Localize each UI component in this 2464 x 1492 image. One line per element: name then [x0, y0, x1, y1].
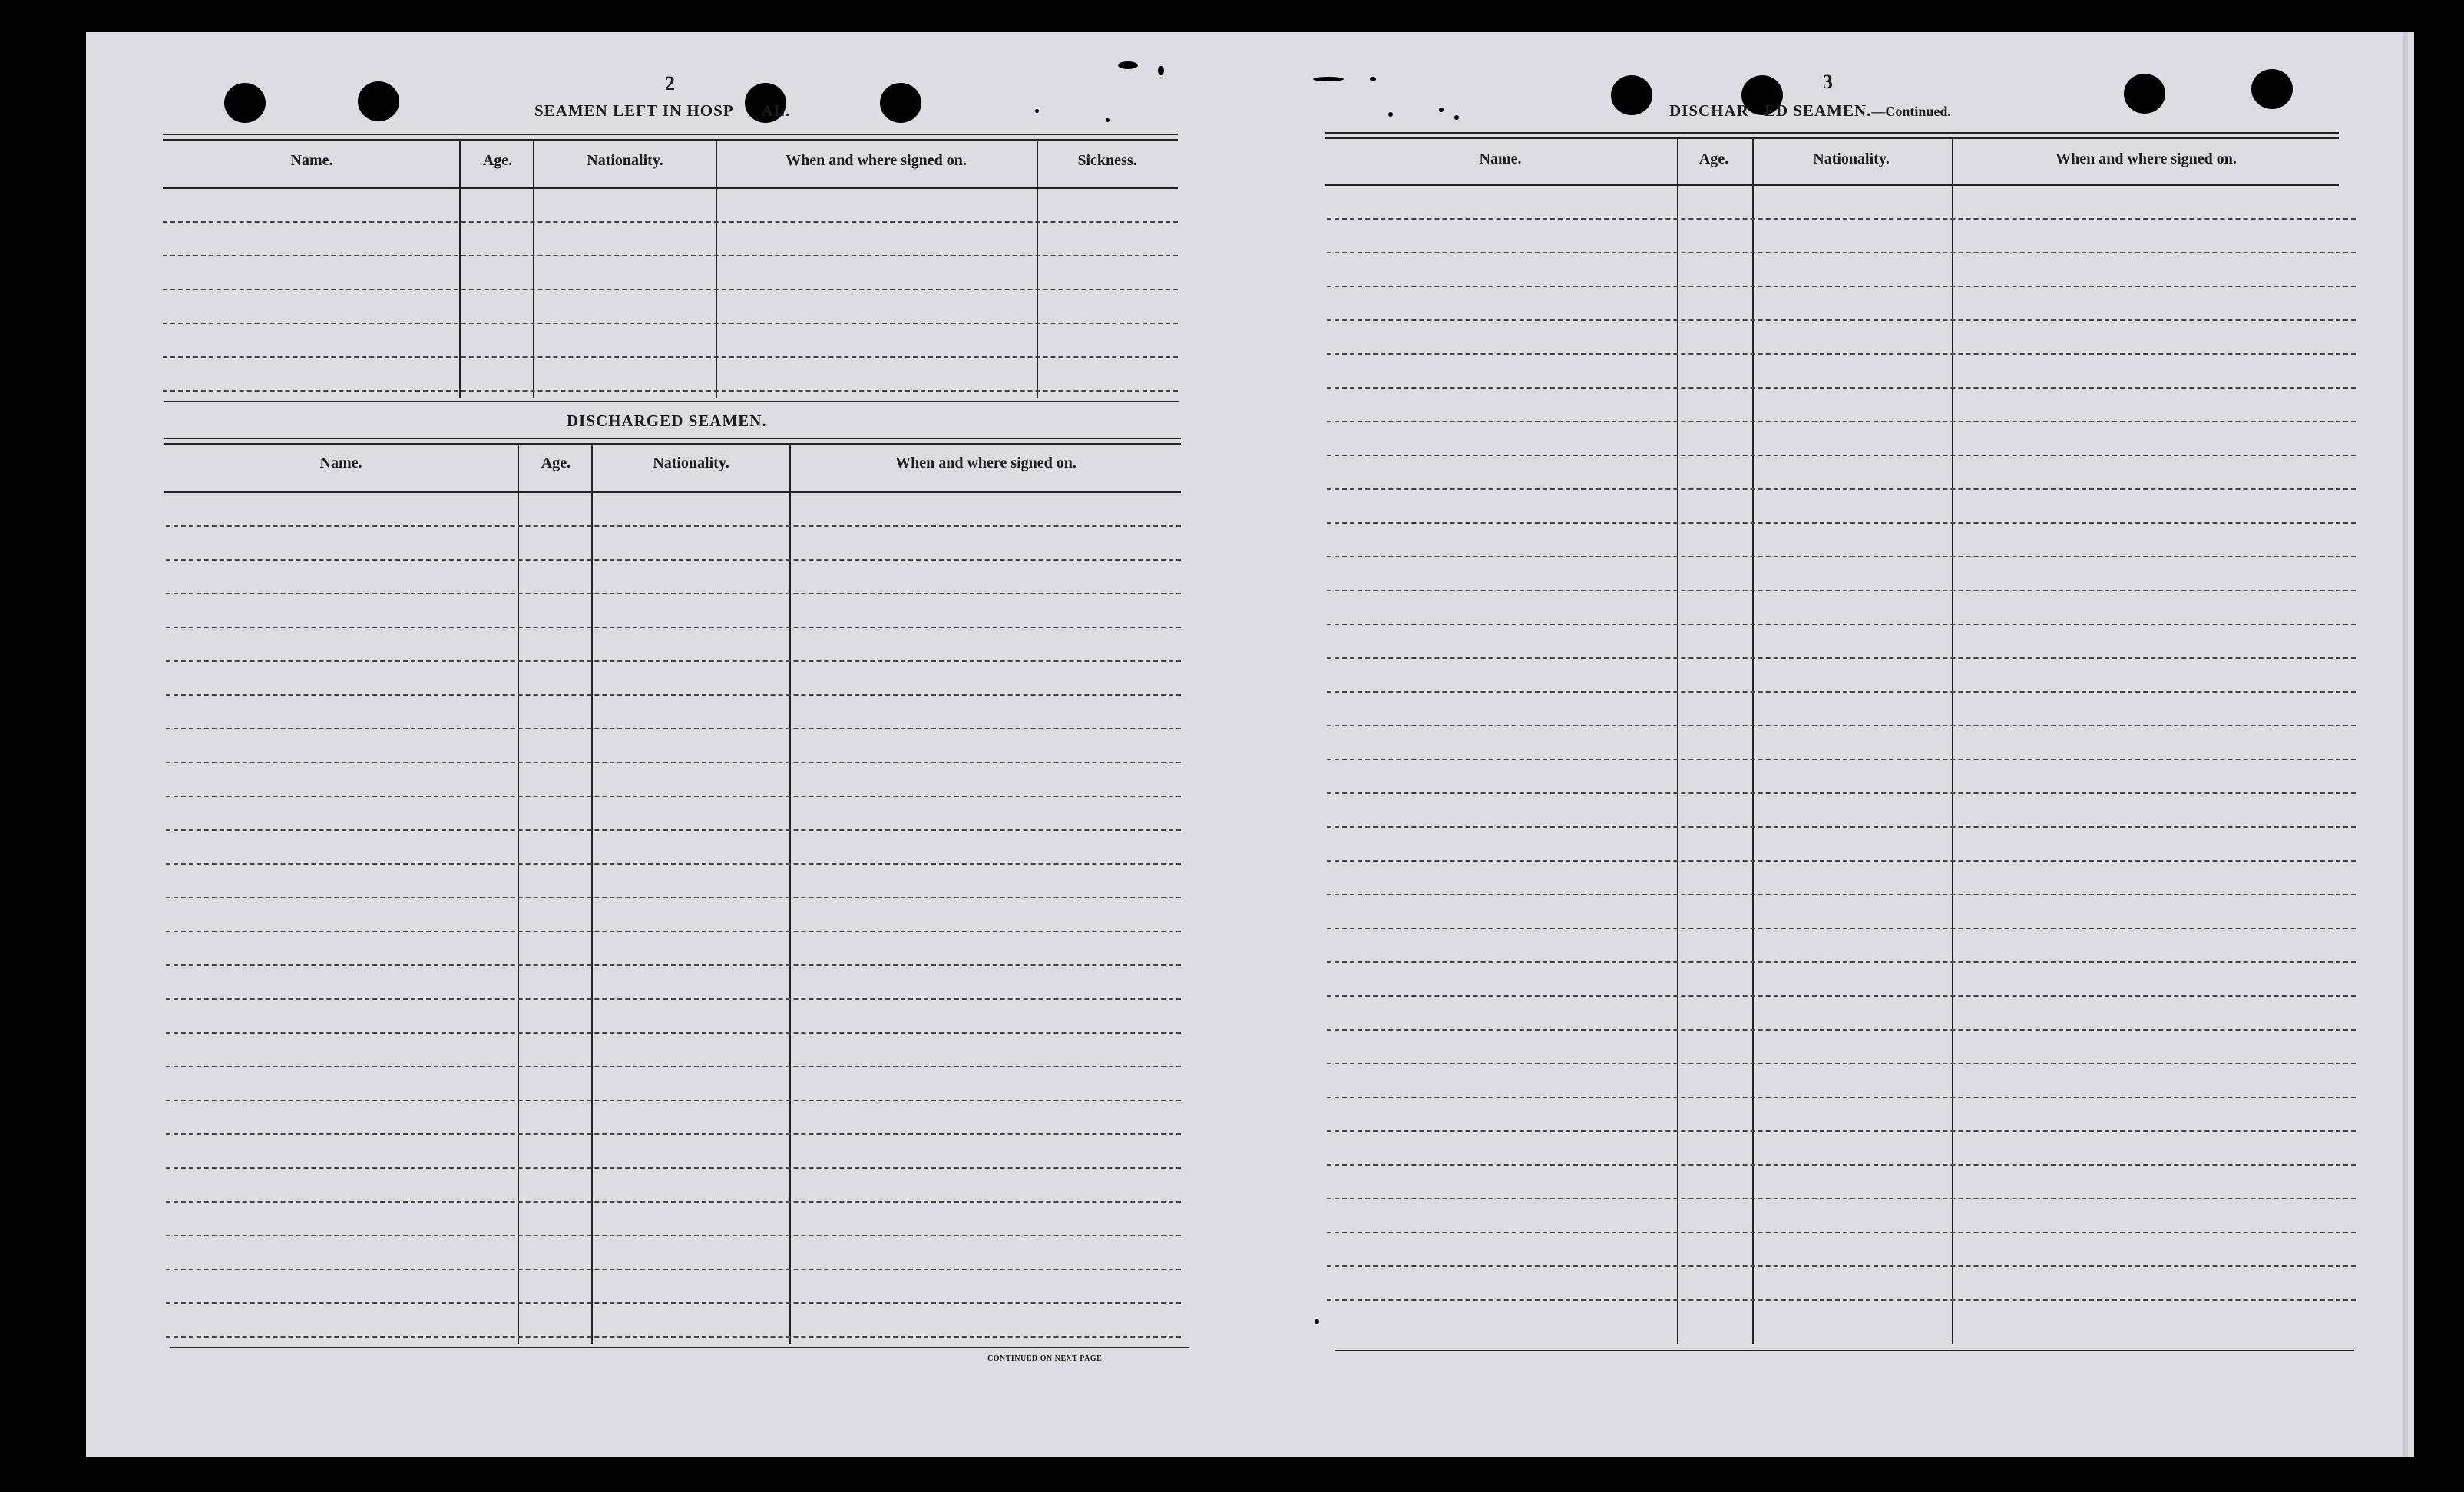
rule	[163, 134, 1178, 141]
table-row	[166, 998, 1181, 1000]
table-row	[166, 1032, 1181, 1034]
table-row	[166, 863, 1181, 865]
rule	[164, 438, 1181, 445]
table-row	[166, 660, 1181, 662]
table-row	[166, 829, 1181, 831]
rule	[164, 401, 1179, 402]
column-header-name: Name.	[319, 455, 362, 471]
table-row	[1327, 252, 2356, 253]
footer-note: CONTINUED ON NEXT PAGE.	[987, 1355, 1105, 1363]
column-header-signed-on: When and where signed on.	[895, 455, 1077, 471]
table-row	[1327, 928, 2356, 929]
section-title-start: SEAMEN LEFT IN HOSP	[534, 101, 734, 120]
table-row	[166, 1133, 1181, 1135]
ink-speck	[1118, 61, 1138, 69]
column-header-nationality: Nationality.	[587, 152, 663, 169]
column-divider	[533, 140, 534, 398]
column-header-nationality: Nationality.	[1813, 151, 1890, 167]
page-number: 2	[665, 72, 675, 94]
column-header-sickness: Sickness.	[1077, 152, 1137, 169]
table-row	[1327, 624, 2356, 625]
page-edge	[2403, 32, 2408, 1457]
rule	[1335, 1350, 2354, 1351]
ink-speck	[1454, 115, 1459, 120]
table-row	[1327, 1029, 2356, 1031]
table-row	[1327, 455, 2356, 456]
table-row	[1327, 1299, 2356, 1301]
table-row	[166, 627, 1181, 628]
table-row	[166, 1235, 1181, 1236]
section-title	[534, 101, 790, 121]
table-row	[1327, 1265, 2356, 1267]
table-row	[166, 1100, 1181, 1101]
table-row	[166, 796, 1181, 797]
table-row	[163, 255, 1178, 256]
table-row	[1327, 826, 2356, 828]
rule	[1325, 184, 2339, 186]
column-divider	[459, 140, 461, 398]
punch-hole	[880, 83, 921, 123]
table-row	[1327, 657, 2356, 659]
table-row	[1327, 1232, 2356, 1233]
table-row	[166, 593, 1181, 594]
column-header-age: Age.	[1698, 151, 1729, 167]
table-row	[1327, 691, 2356, 693]
ink-speck	[1106, 118, 1110, 122]
table-row	[163, 221, 1178, 223]
ink-speck	[1158, 66, 1164, 75]
table-row	[1327, 319, 2356, 321]
table-row	[166, 1302, 1181, 1304]
table-row	[1327, 860, 2356, 862]
table-row	[1327, 759, 2356, 760]
table-row	[1327, 590, 2356, 591]
table-row	[1327, 421, 2356, 422]
table-row	[1327, 894, 2356, 895]
ink-speck	[1313, 77, 1344, 81]
rule	[164, 491, 1181, 493]
ink-speck	[1035, 109, 1039, 113]
table-row	[1327, 218, 2356, 220]
table-row	[1327, 522, 2356, 524]
column-divider	[716, 140, 717, 398]
table-row	[166, 728, 1181, 729]
column-header-signed-on: When and where signed on.	[786, 152, 967, 169]
column-header-nationality: Nationality.	[653, 455, 729, 471]
column-divider	[789, 444, 791, 1344]
table-row	[166, 1269, 1181, 1270]
ledger-paper	[86, 32, 2414, 1457]
table-row	[1327, 488, 2356, 490]
column-header-signed-on: When and where signed on.	[2056, 151, 2237, 167]
table-row	[163, 390, 1178, 392]
table-row	[1327, 995, 2356, 997]
table-row	[163, 356, 1178, 358]
table-row	[1327, 286, 2356, 287]
table-row	[1327, 353, 2356, 355]
table-row	[1327, 725, 2356, 726]
punch-hole	[224, 83, 266, 123]
column-header-age: Age.	[541, 455, 571, 471]
section-title: DISCHARGED SEAMEN.	[567, 412, 767, 430]
table-row	[1327, 1063, 2356, 1064]
section-title-end: AL.	[761, 101, 791, 120]
rule	[1325, 132, 2339, 139]
column-header-name: Name.	[1479, 151, 1522, 167]
punch-hole	[358, 81, 399, 121]
rule	[163, 187, 1178, 189]
ink-speck	[1388, 112, 1393, 117]
column-header-name: Name.	[290, 152, 333, 169]
table-row	[1327, 792, 2356, 794]
table-row	[166, 694, 1181, 696]
table-row	[1327, 1130, 2356, 1132]
ink-speck	[1315, 1319, 1319, 1324]
column-header-age: Age.	[482, 152, 513, 169]
section-title-start: DISCHAR	[1669, 101, 1749, 120]
rule	[170, 1347, 1189, 1348]
table-row	[163, 289, 1178, 290]
table-row	[1327, 1164, 2356, 1166]
section-title-end: ED SEAMEN.	[1764, 101, 1872, 120]
table-row	[166, 1066, 1181, 1067]
table-row	[166, 525, 1181, 527]
table-row	[166, 559, 1181, 561]
ink-speck	[1370, 77, 1376, 81]
table-row	[1327, 387, 2356, 389]
punch-hole	[1611, 75, 1652, 115]
table-row	[1327, 556, 2356, 557]
punch-hole	[2124, 74, 2165, 114]
table-row	[166, 762, 1181, 763]
column-divider	[1037, 140, 1038, 398]
table-row	[166, 1336, 1181, 1338]
table-row	[1327, 961, 2356, 963]
ink-speck	[1439, 108, 1444, 112]
punch-hole	[2251, 69, 2293, 109]
table-row	[166, 1167, 1181, 1169]
column-divider	[591, 444, 593, 1344]
table-row	[163, 323, 1178, 324]
table-row	[1327, 1198, 2356, 1199]
table-row	[166, 964, 1181, 966]
table-row	[166, 897, 1181, 898]
table-row	[166, 931, 1181, 932]
table-row	[166, 1201, 1181, 1203]
section-title-suffix: —Continued.	[1871, 104, 1951, 119]
section-title	[1669, 101, 1951, 121]
column-divider	[518, 444, 519, 1344]
page-number: 3	[1823, 71, 1833, 93]
table-row	[1327, 1097, 2356, 1098]
